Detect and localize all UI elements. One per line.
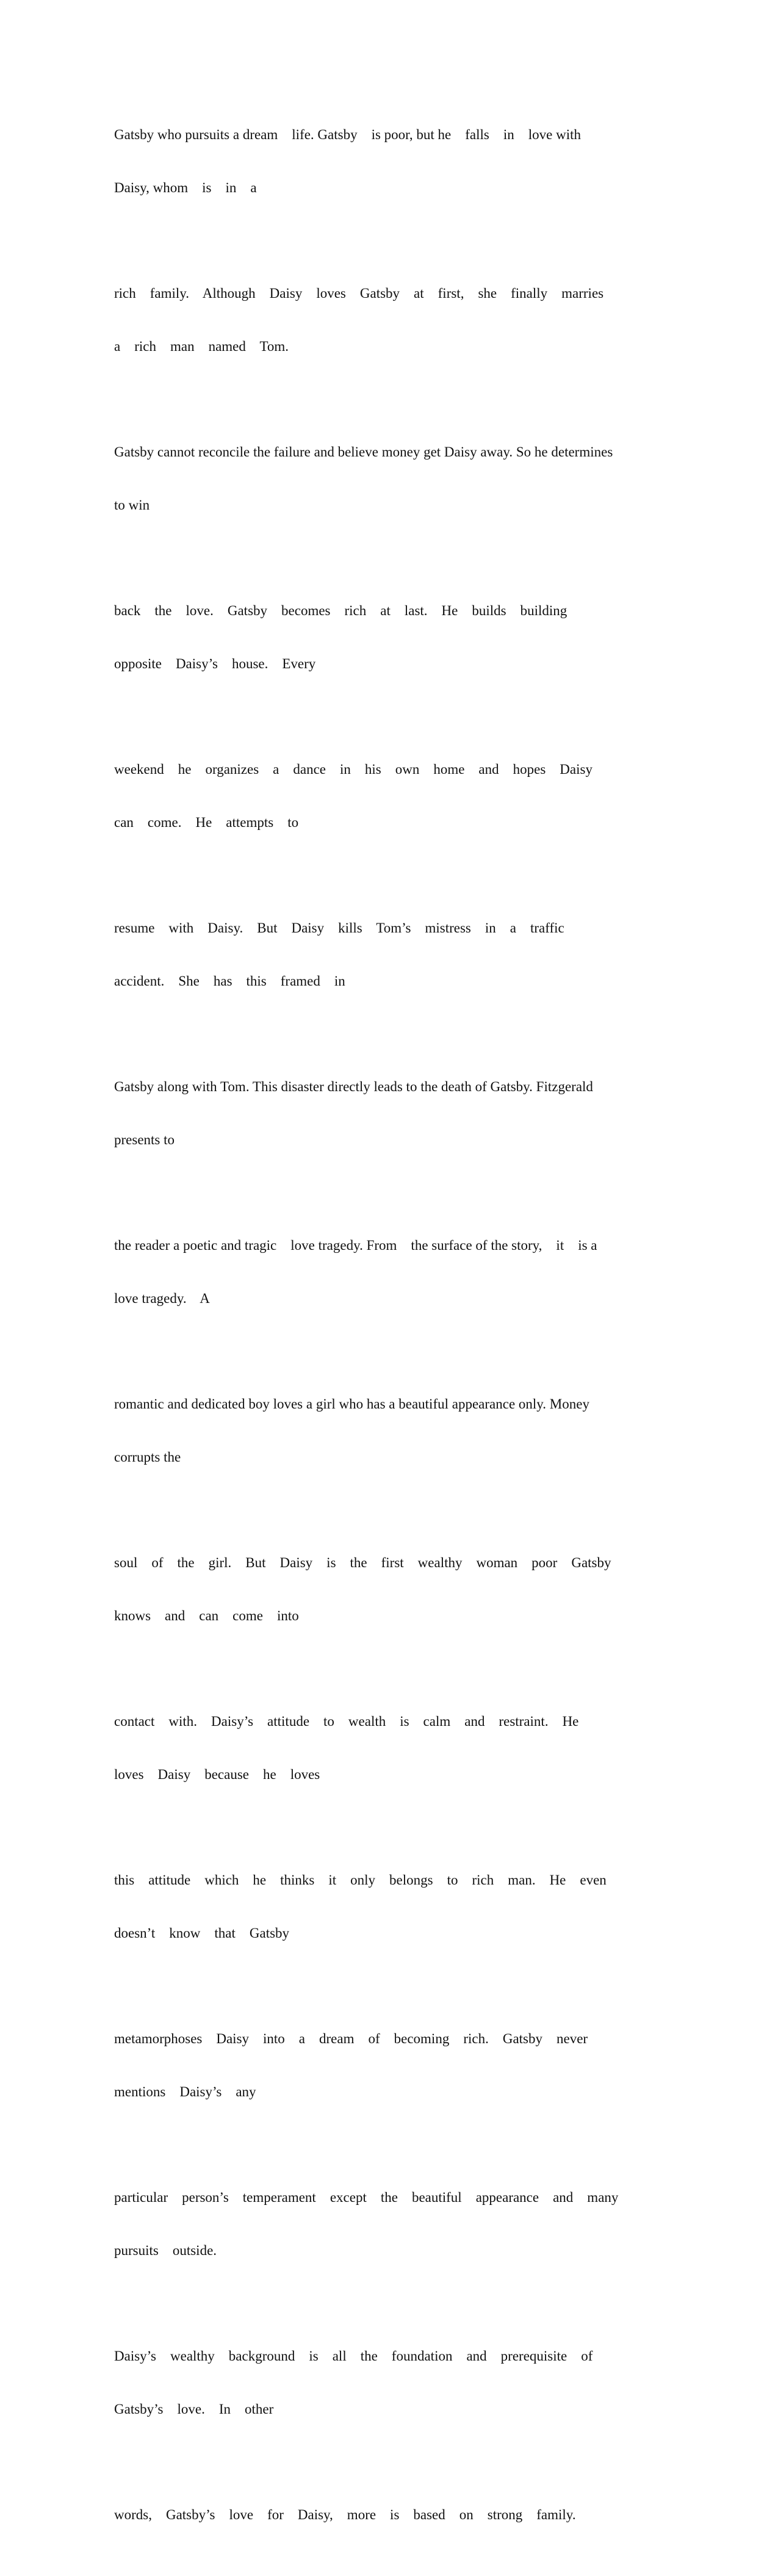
paragraph — [114, 1518, 663, 1660]
text-line: romantic and dedicated boy loves a girl who has a beautiful appearance only. Money — [114, 1396, 589, 1412]
text-line: contact with. Daisy’s attitude to wealth is calm and restraint. He — [114, 1714, 579, 1729]
paragraph — [114, 408, 663, 549]
text-line: weekend he organizes a dance in his own home and hopes Daisy — [114, 762, 593, 777]
paragraph — [114, 1994, 663, 2136]
text-line: knows and can come into — [114, 1608, 299, 1623]
text-line: loves Daisy because he loves — [114, 1767, 320, 1782]
text-line: Daisy’s wealthy background is all the foundation and prerequisite of — [114, 2348, 593, 2364]
paragraph — [114, 1201, 663, 1343]
paragraph — [114, 1836, 663, 1977]
text-line: Gatsby along with Tom. This disaster directly leads to the death of Gatsby. Fitzgerald — [114, 1079, 593, 1094]
text-line: this attitude which he thinks it only belongs to rich man. He even — [114, 1872, 607, 1888]
text-line: to win — [114, 497, 150, 513]
text-line: the reader a poetic and tragic love tragedy. From the surface of the story, it is a — [114, 1238, 597, 1253]
text-line: Daisy, whom is in a — [114, 180, 257, 195]
text-line: mentions Daisy’s any — [114, 2084, 256, 2099]
text-line: love tragedy. A — [114, 1291, 210, 1306]
paragraph — [114, 566, 663, 708]
paragraph — [114, 1042, 663, 1184]
essay-body — [114, 90, 663, 2576]
text-line: accident. She has this framed in — [114, 973, 345, 989]
text-line: rich family. Although Daisy loves Gatsby at first, she finally marries — [114, 286, 604, 301]
text-line: Gatsby’s love. In other — [114, 2401, 274, 2417]
text-line: metamorphoses Daisy into a dream of becoming rich. Gatsby never — [114, 2031, 588, 2046]
text-line: pursuits outside. — [114, 2243, 217, 2258]
paragraph — [114, 1677, 663, 1819]
paragraph — [114, 90, 663, 232]
paragraph — [114, 2153, 663, 2295]
text-line: a rich man named Tom. — [114, 339, 289, 354]
text-line: corrupts the — [114, 1449, 181, 1465]
text-line: doesn’t know that Gatsby — [114, 1925, 290, 1941]
text-line: Gatsby cannot reconcile the failure and believe money get Daisy away. So he determines — [114, 444, 613, 460]
paragraph — [114, 725, 663, 867]
text-line: soul of the girl. But Daisy is the first wealthy woman poor Gatsby — [114, 1555, 611, 1570]
paragraph — [114, 1360, 663, 1501]
text-line: particular person’s temperament except the beautiful appearance and many — [114, 2190, 619, 2205]
text-line: back the love. Gatsby becomes rich at last. He builds building — [114, 603, 567, 618]
text-line: words, Gatsby’s love for Daisy, more is based on strong family. — [114, 2507, 576, 2522]
paragraph — [114, 2470, 663, 2559]
paragraph — [114, 249, 663, 391]
text-line: opposite Daisy’s house. Every — [114, 656, 316, 671]
text-line: can come. He attempts to — [114, 815, 299, 830]
text-line: presents to — [114, 1132, 175, 1147]
text-line: resume with Daisy. But Daisy kills Tom’s mistress in a traffic — [114, 920, 564, 936]
text-line: Gatsby who pursuits a dream life. Gatsby is poor, but he falls in love with — [114, 127, 581, 142]
paragraph — [114, 884, 663, 1025]
paragraph — [114, 2312, 663, 2453]
